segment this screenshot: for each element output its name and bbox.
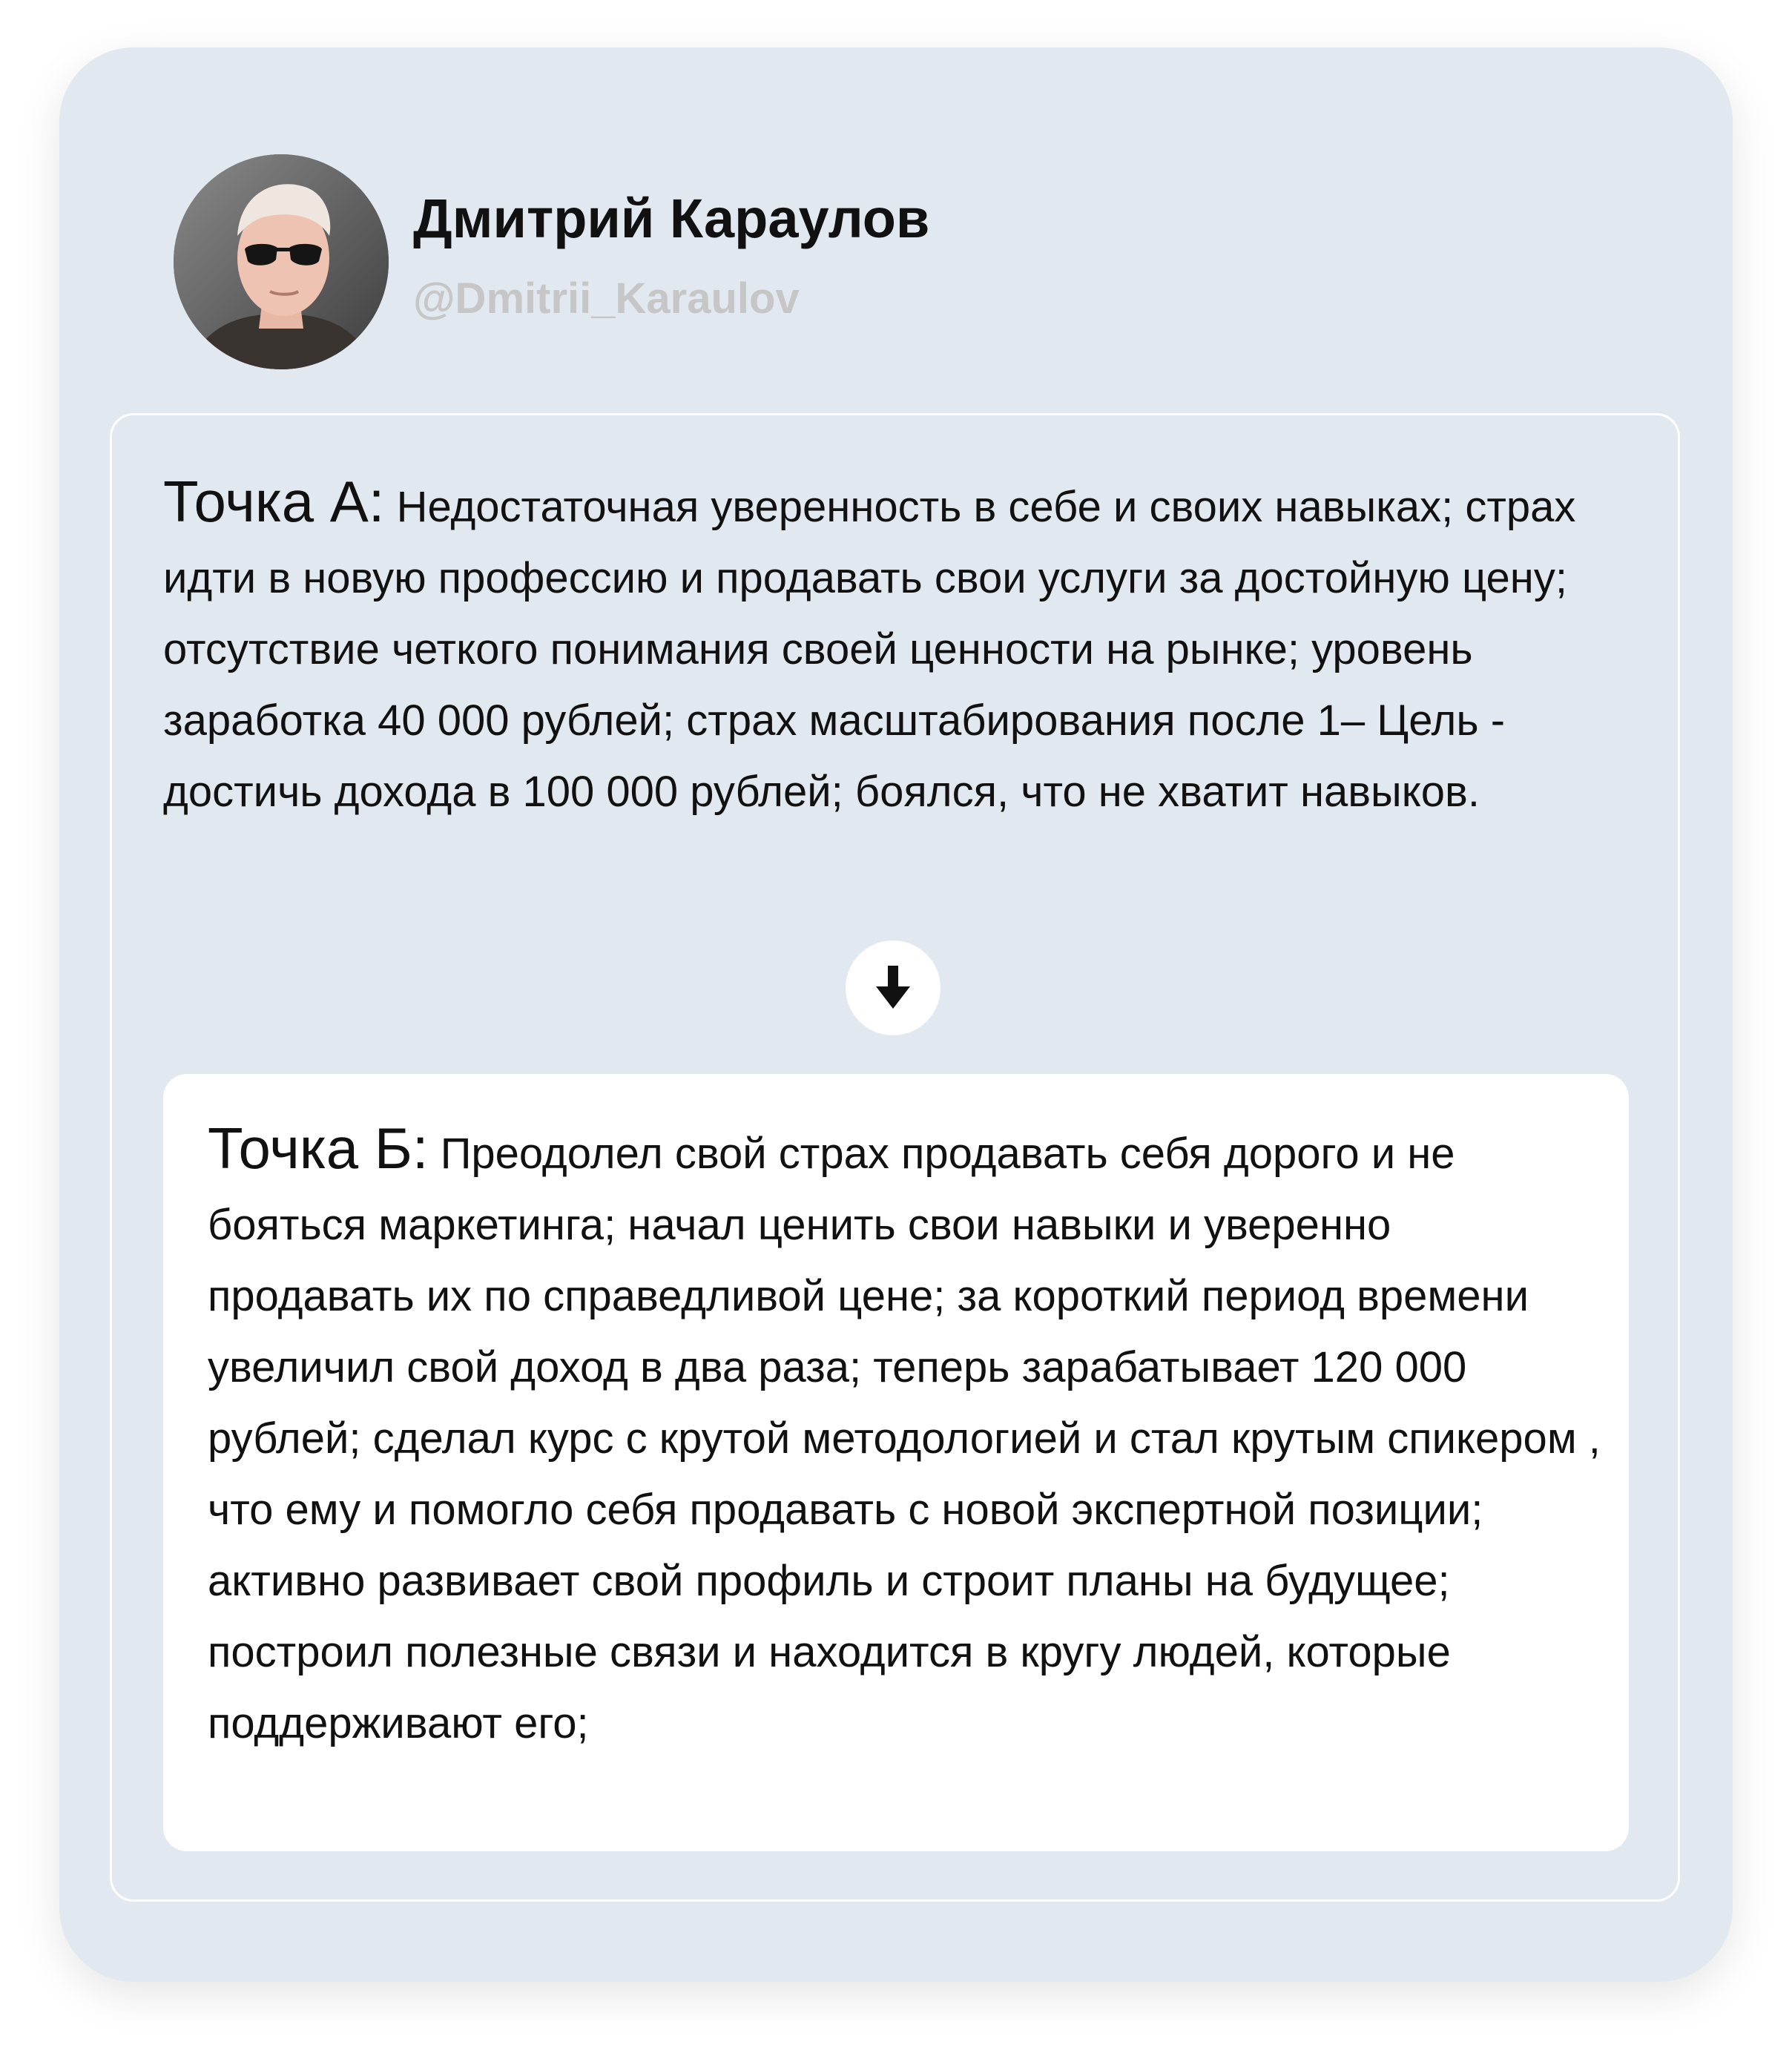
point-a <box>163 466 1654 828</box>
avatar-photo <box>174 154 389 369</box>
point-b-label: Точка Б: <box>208 1116 429 1181</box>
point-b <box>208 1113 1602 1759</box>
author-name: Дмитрий Караулов <box>413 188 930 249</box>
point-a-label: Точка А: <box>163 469 385 534</box>
author-handle: @Dmitrii_Karaulov <box>413 274 800 323</box>
avatar <box>174 154 389 369</box>
arrow-down-badge <box>846 940 941 1035</box>
arrow-down-icon <box>846 940 941 1035</box>
point-a-text: Недостаточная уверенность в себе и своих навыках; страх идти в новую профессию и продавать свои услуги за достойную цену; отсутствие четкого понимания своей ценности на рынке; уровень заработка 40 000 рублей; страх масштабирования после 1– Цель - достичь дохода в 100 000 рублей; боялся, что не хватит навыков. <box>163 483 1576 816</box>
point-b-text: Преодолел свой страх продавать себя дорого и не бояться маркетинга; начал ценить свои навыки и уверенно продавать их по справедливой цене; за короткий период времени увеличил свой доход в два раза; теперь зарабатывает 120 000 рублей; сделал курс с крутой методологией и стал крутым спикером , что ему и помогло себя продавать с новой экспертной позиции; активно развивает свой профиль и строит планы на будущее; построил полезные связи и находится в кругу людей, которые поддерживают его; <box>208 1130 1601 1747</box>
